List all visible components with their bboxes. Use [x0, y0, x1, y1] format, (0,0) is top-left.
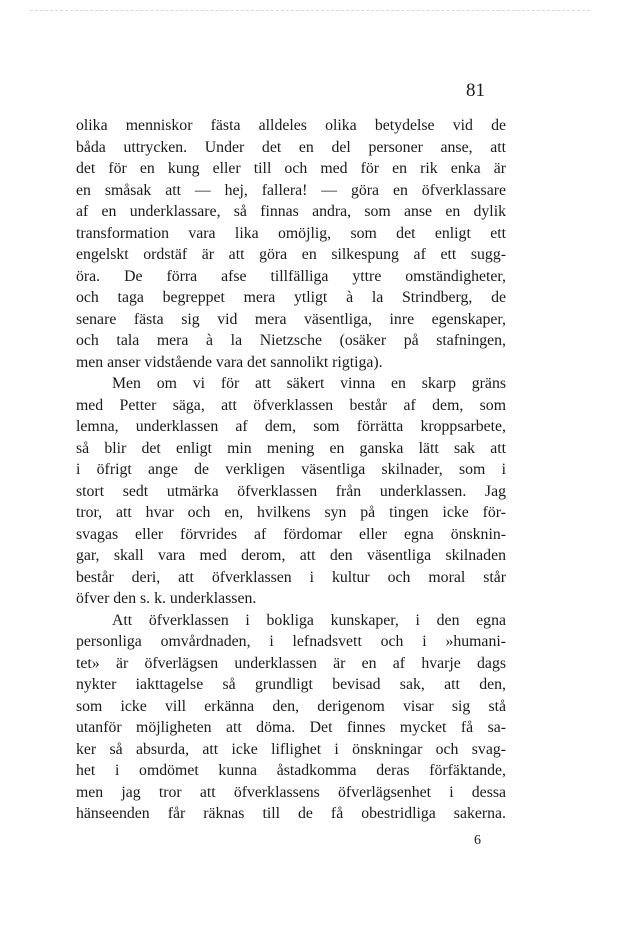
text-line: och taga begreppet mera ytligt à la Strindberg, de	[76, 289, 506, 306]
text-line: består deri, att öfverklassen i kultur och moral står	[76, 568, 506, 586]
text-line: så blir det enligt min mening en ganska lätt sak att	[76, 439, 506, 457]
page-number: 81	[466, 80, 485, 101]
text-line: öra. De förra afse tillfälliga yttre omständigheter,	[76, 267, 506, 285]
text-line: men jag tror att öfverklassens öfverlägsenhet i dessa	[76, 783, 506, 801]
text-line: som icke vill erkänna den, derigenom visar sig stå	[76, 697, 506, 715]
text-line: nykter iakttagelse så grundligt bevisad sak, att den,	[76, 676, 506, 693]
text-line: lemna, underklassen af dem, som förrätta kroppsarbete,	[76, 418, 506, 435]
text-line: i öfrigt ange de verkligen väsentliga skilnader, som i	[76, 461, 506, 478]
text-line: senare fästa sig vid mera väsentliga, inre egenskaper,	[76, 310, 506, 328]
text-line: tet» är öfverlägsen underklassen är en af hvarje dags	[76, 654, 506, 672]
text-line: Att öfverklassen i bokliga kunskaper, i den egna	[112, 611, 506, 629]
text-line: svagas eller förvrides af fördomar eller egna önsknin-	[76, 525, 506, 543]
text-line: Men om vi för att säkert vinna en skarp gräns	[112, 375, 506, 392]
text-line: tror, att hvar och en, hvilkens syn på tingen icke för-	[76, 504, 506, 521]
text-line: båda uttrycken. Under det en del personer anse, att	[76, 138, 506, 156]
text-line: olika menniskor fästa alldeles olika betydelse vid de	[76, 117, 506, 134]
text-line: öfver den s. k. underklassen.	[76, 590, 257, 607]
text-line: gar, skall vara med derom, att den väsentliga skilnaden	[76, 547, 506, 564]
text-line: med Petter säga, att öfverklassen består af dem, som	[76, 396, 506, 414]
signature-mark: 6	[474, 833, 481, 848]
text-line: det för en kung eller till och med för en rik enka är	[76, 160, 506, 177]
text-line: transformation vara lika omöjlig, som det enligt ett	[76, 224, 506, 242]
text-line: och tala mera à la Nietzsche (osäker på stafningen,	[76, 332, 506, 349]
text-line: stort sedt utmärka öfverklassen från underklassen. Jag	[76, 482, 506, 500]
text-line: utanför möjligheten att döma. Det finnes mycket få sa-	[76, 719, 506, 736]
text-line: personliga omvårdnaden, i lefnadsvett och i »humani-	[76, 633, 506, 650]
text-line: af en underklassare, så finnas andra, som anse en dylik	[76, 203, 506, 220]
scan-edge-artifact	[30, 10, 590, 12]
text-line: men anser vidstående vara det sannolikt rigtiga).	[76, 353, 383, 371]
text-line: engelskt ordstäf är att göra en silkespung af ett sugg-	[76, 246, 506, 263]
text-line: en småsak att — hej, fallera! — göra en öfverklassare	[76, 181, 506, 199]
text-body	[76, 115, 506, 825]
text-line: hänseenden får räknas till de få obestridliga sakerna.	[76, 805, 506, 822]
text-line: het i omdömet kunna åstadkomma deras förfäktande,	[76, 762, 506, 779]
text-line: ker så absurda, att icke liflighet i önskningar och svag-	[76, 740, 506, 758]
